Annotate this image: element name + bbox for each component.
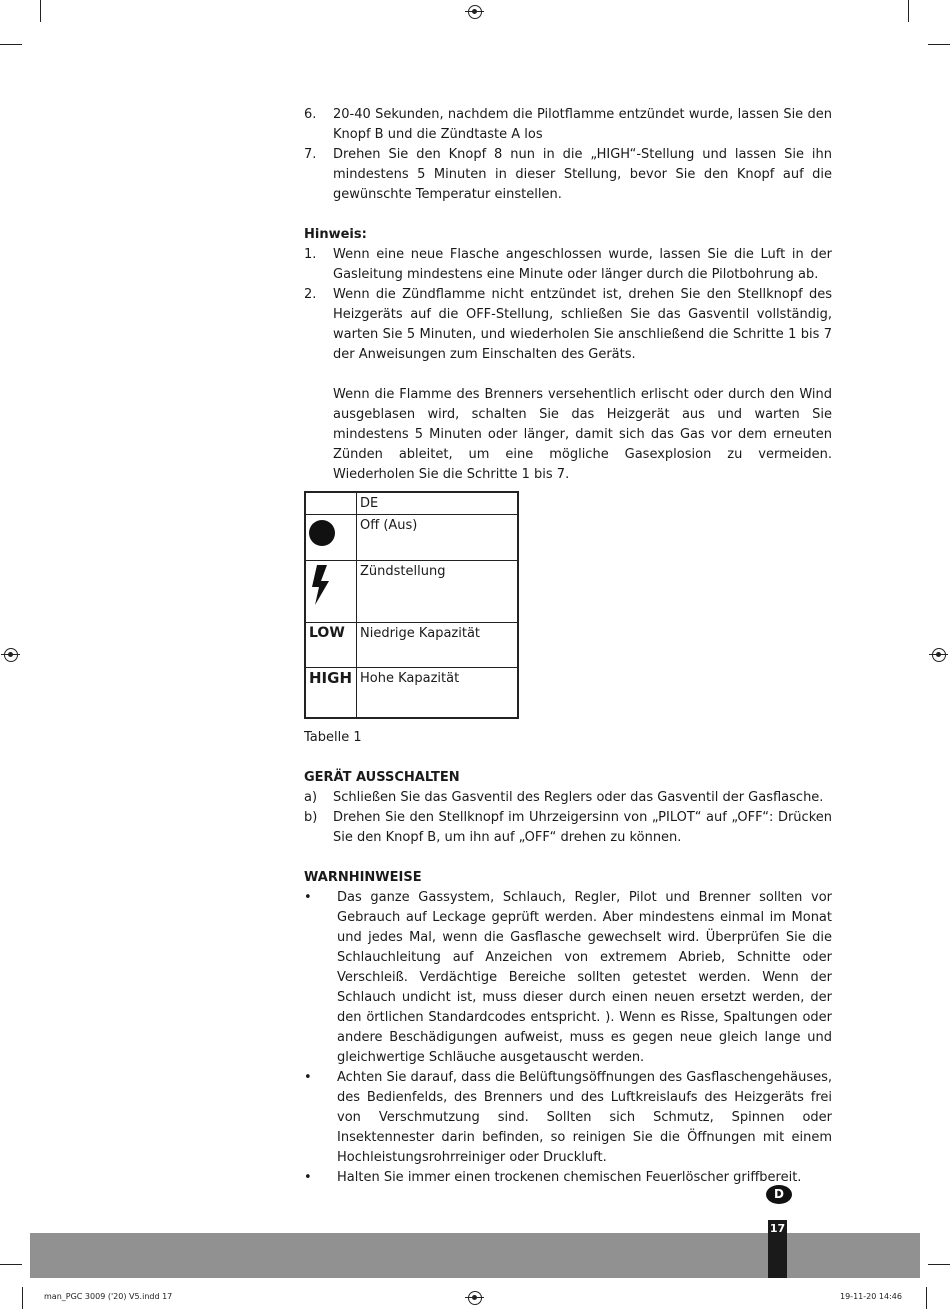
registration-mark-icon bbox=[932, 648, 946, 662]
bullet-icon: • bbox=[304, 889, 312, 905]
note-item bbox=[304, 285, 832, 365]
crop-mark bbox=[908, 0, 909, 22]
step-number: 7. bbox=[304, 147, 317, 162]
page-number: 17 bbox=[768, 1220, 787, 1278]
step-number: 6. bbox=[304, 107, 317, 122]
step-text: 20-40 Sekunden, nachdem die Pilotflamme entzündet wurde, lassen Sie den Knopf B und die Zündtaste A los bbox=[333, 107, 832, 142]
shutdown-item bbox=[304, 808, 832, 848]
off-dot-icon bbox=[309, 520, 335, 546]
note-paragraph: Wenn die Flamme des Brenners versehentlich erlischt oder durch den Wind ausgeblasen wird, schalten Sie das Heizgerät aus und warten Sie mindestens 5 Minuten oder länger, damit sich das Gas vor dem erneuten Zünden ableitet, um eine mögliche Gasexplosion zu vermeiden. Wiederholen Sie die Schritte 1 bis 7. bbox=[333, 387, 832, 482]
registration-mark-icon bbox=[468, 1291, 482, 1305]
note-heading: Hinweis: bbox=[304, 227, 367, 242]
step-text: Drehen Sie den Knopf 8 nun in die „HIGH“-Stellung und lassen Sie ihn mindestens 5 Minuten in dieser Stellung, bevor Sie den Knopf auf die gewünschte Temperatur einstellen. bbox=[333, 147, 832, 202]
registration-mark-icon bbox=[468, 5, 482, 19]
date-slug: 19-11-20 14:46 bbox=[840, 1292, 902, 1301]
note-text: Wenn eine neue Flasche angeschlossen wurde, lassen Sie die Luft in der Gasleitung mindestens eine Minute oder länger durch die Pilotbohrung ab. bbox=[333, 247, 832, 282]
table-header: DE bbox=[357, 492, 519, 515]
file-slug: man_PGC 3009 ('20) V5.indd 17 bbox=[44, 1292, 173, 1301]
item-text: Schließen Sie das Gasventil des Reglers oder das Gasventil der Gasflasche. bbox=[333, 789, 824, 805]
body-text bbox=[304, 105, 832, 1188]
warning-item bbox=[304, 1068, 832, 1168]
step-item bbox=[304, 105, 832, 145]
item-text: Drehen Sie den Stellknopf im Uhrzeigersinn von „PILOT“ auf „OFF“: Drücken Sie den Knopf B, um ihn auf „OFF“ drehen zu können. bbox=[333, 809, 832, 845]
crop-mark bbox=[0, 1264, 22, 1265]
note-number: 1. bbox=[304, 247, 317, 262]
language-badge: D bbox=[766, 1185, 792, 1204]
crop-mark bbox=[926, 1287, 927, 1309]
shutdown-item bbox=[304, 788, 832, 808]
step-item bbox=[304, 145, 832, 205]
bullet-icon: • bbox=[304, 1069, 312, 1085]
crop-mark bbox=[22, 1287, 23, 1309]
warning-item bbox=[304, 888, 832, 1068]
knob-positions-table bbox=[304, 491, 519, 719]
warning-text: Halten Sie immer einen trockenen chemischen Feuerlöscher griffbereit. bbox=[337, 1169, 802, 1185]
warning-text: Achten Sie darauf, dass die Belüftungsöffnungen des Gasflaschengehäuses, des Bedienfelds, des Brenners und des Luftkreislaufs des Heizgeräts frei von Verschmutzung sind. Sollten sich Schmutz, Spinnen oder Insektennester darin befinden, so reinigen Sie die Öffnungen mit einem Hochleistungsrohrreiniger oder Druckluft. bbox=[337, 1069, 832, 1165]
warning-item bbox=[304, 1168, 832, 1188]
item-letter: b) bbox=[304, 809, 318, 825]
high-symbol: HIGH bbox=[305, 668, 357, 718]
crop-mark bbox=[40, 0, 41, 22]
table-cell: Niedrige Kapazität bbox=[357, 623, 519, 668]
crop-mark bbox=[0, 44, 22, 45]
registration-mark-icon bbox=[4, 648, 18, 662]
table-cell: Off (Aus) bbox=[357, 515, 519, 561]
item-letter: a) bbox=[304, 789, 318, 805]
lightning-icon bbox=[309, 563, 331, 607]
note-text: Wenn die Zündflamme nicht entzündet ist, drehen Sie den Stellknopf des Heizgeräts auf die OFF-Stellung, schließen Sie das Gasventil vollständig, warten Sie 5 Minuten, und wiederholen Sie anschließend die Schritte 1 bis 7 der Anweisungen zum Einschalten des Geräts. bbox=[333, 287, 832, 362]
warnings-heading: WARNHINWEISE bbox=[304, 869, 422, 885]
note-number: 2. bbox=[304, 287, 317, 302]
table-cell: Hohe Kapazität bbox=[357, 668, 519, 718]
crop-mark bbox=[928, 1264, 950, 1265]
low-symbol: LOW bbox=[305, 623, 357, 668]
bullet-icon: • bbox=[304, 1169, 312, 1185]
table-caption: Tabelle 1 bbox=[304, 729, 362, 745]
shutdown-heading: GERÄT AUSSCHALTEN bbox=[304, 769, 460, 785]
table-cell: Zündstellung bbox=[357, 561, 519, 623]
crop-mark bbox=[928, 44, 950, 45]
warning-text: Das ganze Gassystem, Schlauch, Regler, Pilot und Brenner sollten vor Gebrauch auf Leckage geprüft werden. Aber mindestens einmal im Monat und jedes Mal, wenn die Gasflasche gewechselt wird. Überprüfen Sie die Schlauchleitung auf Anzeichen von extremem Abrieb, Schnitte oder Verschleiß. Verdächtige Bereiche sollten getestet werden. Wenn der Schlauch undicht ist, muss dieser durch einen neuen ersetzt werden, der den örtlichen Standardcodes entspricht. ). Wenn es Risse, Spaltungen oder andere Beschädigungen aufweist, muss es gegen neue gleich lange und gleichwertige Schläuche ausgetauscht werden. bbox=[337, 889, 832, 1065]
note-item bbox=[304, 245, 832, 285]
